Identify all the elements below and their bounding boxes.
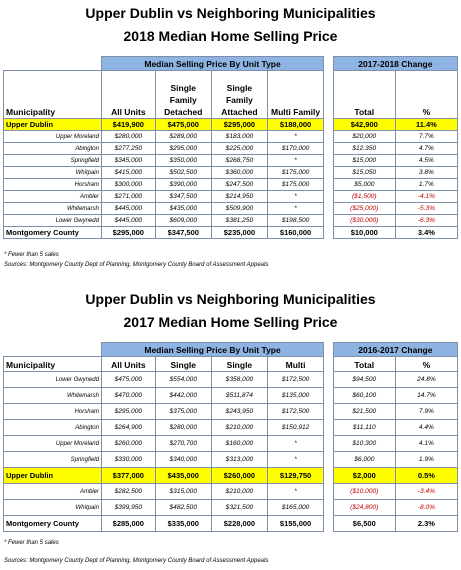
single-attached-cell: $243,950	[211, 404, 267, 420]
change-percent-cell: 1.9%	[395, 452, 457, 468]
change-total-cell: $15,000	[333, 155, 395, 167]
change-total-cell: ($30,000)	[333, 215, 395, 227]
single-attached-cell: $511,874	[211, 388, 267, 404]
all-units-cell: $282,500	[101, 484, 155, 500]
table-2017	[3, 342, 458, 532]
all-units-cell: $260,000	[101, 436, 155, 452]
table-row	[4, 119, 458, 131]
all-units-cell: $345,000	[101, 155, 155, 167]
all-units-cell: $280,000	[101, 131, 155, 143]
title-2018-line1: Upper Dublin vs Neighboring Municipalities	[85, 5, 376, 21]
change-percent-cell: 4.7%	[395, 143, 457, 155]
change-total-cell: $21,500	[333, 404, 395, 420]
municipality-cell: Upper Dublin	[4, 119, 102, 131]
col-percent: %	[395, 357, 457, 372]
all-units-cell: $295,000	[101, 227, 155, 239]
multi-family-cell: $175,000	[267, 179, 323, 191]
single-attached-cell: $183,000	[211, 131, 267, 143]
municipality-cell: Abington	[4, 420, 102, 436]
change-total-cell: $42,900	[333, 119, 395, 131]
table-row	[4, 215, 458, 227]
change-total-cell: $6,500	[333, 516, 395, 532]
single-detached-cell: $289,000	[155, 131, 211, 143]
col-municipality: Municipality	[4, 357, 102, 372]
single-attached-cell: $228,000	[211, 516, 267, 532]
single-detached-cell: $270,700	[155, 436, 211, 452]
all-units-cell: $377,000	[101, 468, 155, 484]
single-detached-cell: $609,000	[155, 215, 211, 227]
single-detached-cell: $350,000	[155, 155, 211, 167]
single-detached-cell: $435,000	[155, 203, 211, 215]
col-all-units: All Units	[101, 71, 155, 119]
change-total-cell: $6,000	[333, 452, 395, 468]
title-2018-line2: 2018 Median Home Selling Price	[123, 28, 338, 44]
single-attached-cell: $210,000	[211, 484, 267, 500]
change-percent-cell: 0.5%	[395, 468, 457, 484]
single-detached-cell: $335,000	[155, 516, 211, 532]
change-percent-cell: 14.7%	[395, 388, 457, 404]
change-percent-cell: 1.7%	[395, 179, 457, 191]
change-percent-cell: 4.4%	[395, 420, 457, 436]
col-multi-family: Multi Family	[267, 71, 323, 119]
all-units-cell: $470,000	[101, 388, 155, 404]
price-group-header: Median Selling Price By Unit Type	[101, 343, 323, 357]
municipality-cell: Lower Gwynedd	[4, 215, 102, 227]
single-detached-cell: $482,500	[155, 500, 211, 516]
change-total-cell: ($1,500)	[333, 191, 395, 203]
table-row	[4, 500, 458, 516]
col-single-detached: Single	[155, 357, 211, 372]
multi-family-cell: *	[267, 191, 323, 203]
price-group-header: Median Selling Price By Unit Type	[101, 57, 323, 71]
all-units-cell: $445,000	[101, 215, 155, 227]
multi-family-cell: $172,500	[267, 372, 323, 388]
multi-family-cell: $198,500	[267, 215, 323, 227]
col-total: Total	[333, 71, 395, 119]
change-group-header: 2016-2017 Change	[333, 343, 457, 357]
municipality-cell: Ambler	[4, 191, 102, 203]
municipality-cell: Montgomery County	[4, 227, 102, 239]
table-row	[4, 167, 458, 179]
single-attached-cell: $358,000	[211, 372, 267, 388]
change-percent-cell: 3.4%	[395, 227, 457, 239]
single-attached-cell: $268,750	[211, 155, 267, 167]
single-attached-cell: $260,000	[211, 468, 267, 484]
municipality-cell: Upper Moreland	[4, 131, 102, 143]
all-units-cell: $277,250	[101, 143, 155, 155]
change-total-cell: ($25,000)	[333, 203, 395, 215]
change-percent-cell: 7.7%	[395, 131, 457, 143]
single-detached-cell: $315,000	[155, 484, 211, 500]
all-units-cell: $285,000	[101, 516, 155, 532]
col-total: Total	[333, 357, 395, 372]
change-percent-cell: 4.5%	[395, 155, 457, 167]
col-municipality: Municipality	[4, 71, 102, 119]
single-detached-cell: $435,000	[155, 468, 211, 484]
change-total-cell: $15,050	[333, 167, 395, 179]
all-units-cell: $264,900	[101, 420, 155, 436]
municipality-cell: Upper Dublin	[4, 468, 102, 484]
municipality-cell: Montgomery County	[4, 516, 102, 532]
all-units-cell: $330,000	[101, 452, 155, 468]
all-units-cell: $415,000	[101, 167, 155, 179]
change-total-cell: $20,000	[333, 131, 395, 143]
single-attached-cell: $160,000	[211, 436, 267, 452]
table-row	[4, 404, 458, 420]
single-detached-cell: $347,500	[155, 227, 211, 239]
multi-family-cell: *	[267, 155, 323, 167]
multi-family-cell: $165,000	[267, 500, 323, 516]
change-total-cell: $12,350	[333, 143, 395, 155]
all-units-cell: $300,000	[101, 179, 155, 191]
municipality-cell: Upper Moreland	[4, 436, 102, 452]
col-single-family-attached: Single Family Attached	[211, 71, 267, 119]
municipality-cell: Abington	[4, 143, 102, 155]
title-2017-line2: 2017 Median Home Selling Price	[123, 314, 338, 330]
single-detached-cell: $502,500	[155, 167, 211, 179]
single-detached-cell: $280,000	[155, 420, 211, 436]
single-attached-cell: $313,000	[211, 452, 267, 468]
change-total-cell: $10,000	[333, 227, 395, 239]
single-detached-cell: $442,000	[155, 388, 211, 404]
all-units-cell: $445,000	[101, 203, 155, 215]
multi-family-cell: $155,000	[267, 516, 323, 532]
change-percent-cell: 11.4%	[395, 119, 457, 131]
col-all-units: All Units	[101, 357, 155, 372]
single-detached-cell: $475,000	[155, 119, 211, 131]
table-2018	[3, 56, 458, 239]
all-units-cell: $295,000	[101, 404, 155, 420]
single-attached-cell: $295,000	[211, 119, 267, 131]
footnote-sources: Sources: Montgomery County Dept of Planning, Montgomery County Board of Assessment Appeals	[4, 262, 269, 268]
col-single-attached: Single	[211, 357, 267, 372]
multi-family-cell: *	[267, 203, 323, 215]
multi-family-cell: $135,000	[267, 388, 323, 404]
table-row	[4, 452, 458, 468]
table-row	[4, 203, 458, 215]
all-units-cell: $419,900	[101, 119, 155, 131]
single-detached-cell: $375,000	[155, 404, 211, 420]
change-total-cell: $2,000	[333, 468, 395, 484]
multi-family-cell: $160,000	[267, 227, 323, 239]
municipality-cell: Springfield	[4, 155, 102, 167]
change-group-header: 2017-2018 Change	[333, 57, 457, 71]
multi-family-cell: $172,500	[267, 404, 323, 420]
single-detached-cell: $340,000	[155, 452, 211, 468]
change-total-cell: ($10,000)	[333, 484, 395, 500]
single-attached-cell: $509,900	[211, 203, 267, 215]
all-units-cell: $271,000	[101, 191, 155, 203]
change-percent-cell: -4.1%	[395, 191, 457, 203]
footnote-fewer-sales: * Fewer than 5 sales	[4, 540, 59, 546]
change-total-cell: ($24,800)	[333, 500, 395, 516]
table-row	[4, 131, 458, 143]
change-percent-cell: -8.0%	[395, 500, 457, 516]
municipality-cell: Springfield	[4, 452, 102, 468]
all-units-cell: $399,950	[101, 500, 155, 516]
single-attached-cell: $235,000	[211, 227, 267, 239]
all-units-cell: $475,000	[101, 372, 155, 388]
footnote-fewer-sales: * Fewer than 5 sales	[4, 252, 59, 258]
change-total-cell: $10,300	[333, 436, 395, 452]
municipality-cell: Whitpain	[4, 500, 102, 516]
single-attached-cell: $225,000	[211, 143, 267, 155]
single-attached-cell: $321,500	[211, 500, 267, 516]
change-percent-cell: 3.8%	[395, 167, 457, 179]
change-percent-cell: -3.4%	[395, 484, 457, 500]
table-row	[4, 227, 458, 239]
municipality-cell: Lower Gwynedd	[4, 372, 102, 388]
multi-family-cell: $175,000	[267, 167, 323, 179]
table-row	[4, 516, 458, 532]
multi-family-cell: $188,000	[267, 119, 323, 131]
table-row	[4, 388, 458, 404]
table-row	[4, 155, 458, 167]
multi-family-cell: *	[267, 131, 323, 143]
multi-family-cell: $150,912	[267, 420, 323, 436]
col-multi: Multi	[267, 357, 323, 372]
table-row	[4, 468, 458, 484]
table-row	[4, 143, 458, 155]
single-attached-cell: $214,950	[211, 191, 267, 203]
single-attached-cell: $247,500	[211, 179, 267, 191]
change-percent-cell: 2.3%	[395, 516, 457, 532]
table-row	[4, 191, 458, 203]
multi-family-cell: *	[267, 436, 323, 452]
single-detached-cell: $390,000	[155, 179, 211, 191]
col-single-family-detached: Single Family Detached	[155, 71, 211, 119]
change-total-cell: $94,500	[333, 372, 395, 388]
footnote-sources: Sources: Montgomery County Dept of Planning, Montgomery County Board of Assessment Appeals	[4, 558, 269, 564]
municipality-cell: Whitemarsh	[4, 388, 102, 404]
col-percent: %	[395, 71, 457, 119]
table-row	[4, 436, 458, 452]
table-row	[4, 179, 458, 191]
change-total-cell: $60,100	[333, 388, 395, 404]
table-row	[4, 372, 458, 388]
single-attached-cell: $360,000	[211, 167, 267, 179]
title-2017-line1: Upper Dublin vs Neighboring Municipalities	[85, 291, 376, 307]
multi-family-cell: *	[267, 484, 323, 500]
change-percent-cell: 7.9%	[395, 404, 457, 420]
municipality-cell: Whitemarsh	[4, 203, 102, 215]
change-percent-cell: -6.3%	[395, 215, 457, 227]
change-total-cell: $11,110	[333, 420, 395, 436]
single-detached-cell: $554,000	[155, 372, 211, 388]
change-percent-cell: 24.8%	[395, 372, 457, 388]
single-attached-cell: $381,250	[211, 215, 267, 227]
multi-family-cell: $129,750	[267, 468, 323, 484]
municipality-cell: Horsham	[4, 179, 102, 191]
single-attached-cell: $210,000	[211, 420, 267, 436]
municipality-cell: Ambler	[4, 484, 102, 500]
single-detached-cell: $295,000	[155, 143, 211, 155]
change-total-cell: $5,000	[333, 179, 395, 191]
table-row	[4, 484, 458, 500]
change-percent-cell: -5.3%	[395, 203, 457, 215]
multi-family-cell: *	[267, 452, 323, 468]
change-percent-cell: 4.1%	[395, 436, 457, 452]
municipality-cell: Whitpain	[4, 167, 102, 179]
multi-family-cell: $170,000	[267, 143, 323, 155]
single-detached-cell: $347,500	[155, 191, 211, 203]
table-row	[4, 420, 458, 436]
municipality-cell: Horsham	[4, 404, 102, 420]
